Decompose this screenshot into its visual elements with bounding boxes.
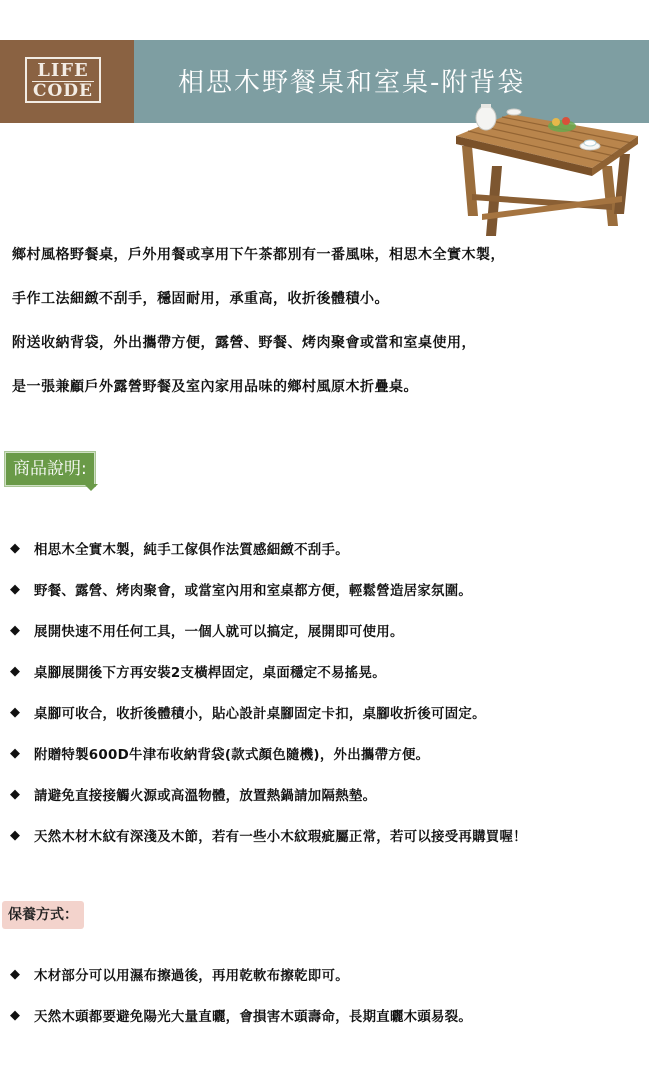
diamond-bullet-icon: ◆: [10, 623, 20, 638]
list-item: ◆ 桌腳可收合，收折後體積小，貼心設計桌腳固定卡扣，桌腳收折後可固定。: [10, 705, 486, 722]
diamond-bullet-icon: ◆: [10, 787, 20, 802]
list-item: ◆ 展開快速不用任何工具，一個人就可以搞定，展開即可使用。: [10, 623, 404, 640]
list-item: ◆ 相思木全實木製，純手工傢俱作法質感細緻不刮手。: [10, 541, 349, 558]
logo-frame: [25, 57, 101, 103]
diamond-bullet-icon: ◆: [10, 664, 20, 679]
product-feature-list: [10, 528, 646, 856]
diamond-bullet-icon: ◆: [10, 705, 20, 720]
intro-line: 附送收納背袋，外出攜帶方便，露營、野餐、烤肉聚會或當和室桌使用，: [12, 335, 476, 351]
list-item: ◆ 請避免直接接觸火源或高溫物體，放置熱鍋請加隔熱墊。: [10, 787, 377, 804]
logo-text-code: CODE: [32, 81, 94, 101]
logo-text-life: LIFE: [37, 60, 89, 81]
diamond-bullet-icon: ◆: [10, 582, 20, 597]
diamond-bullet-icon: ◆: [10, 1008, 20, 1023]
intro-line: 手作工法細緻不刮手，穩固耐用，承重高，收折後體積小。: [12, 291, 389, 307]
diamond-bullet-icon: ◆: [10, 746, 20, 761]
product-description-heading: 商品說明:: [5, 452, 95, 486]
intro-line: 是一張兼顧戶外露營野餐及室內家用品味的鄉村風原木折疊桌。: [12, 379, 418, 395]
brand-logo: [0, 40, 134, 123]
diamond-bullet-icon: ◆: [10, 967, 20, 982]
care-instructions-heading: 保養方式：: [2, 901, 84, 929]
intro-paragraph: [12, 244, 642, 420]
diamond-bullet-icon: ◆: [10, 828, 20, 843]
page-title: 相思木野餐桌和室桌-附背袋: [178, 68, 526, 98]
list-item: ◆ 天然木頭都要避免陽光大量直曬，會損害木頭壽命，長期直曬木頭易裂。: [10, 1008, 473, 1025]
intro-line: 鄉村風格野餐桌，戶外用餐或享用下午茶都別有一番風味，相思木全實木製，: [12, 247, 505, 263]
list-item: ◆ 木材部分可以用濕布擦過後，再用乾軟布擦乾即可。: [10, 967, 349, 984]
picnic-table-image: [452, 96, 642, 244]
list-item: ◆ 野餐、露營、烤肉聚會，或當室內用和室桌都方便，輕鬆營造居家氛圍。: [10, 582, 473, 599]
list-item: ◆ 附贈特製600D牛津布收納背袋(款式顏色隨機)，外出攜帶方便。: [10, 746, 430, 763]
diamond-bullet-icon: ◆: [10, 541, 20, 556]
list-item: ◆ 桌腳展開後下方再安裝2支橫桿固定，桌面穩定不易搖晃。: [10, 664, 386, 681]
care-instructions-list: [10, 954, 646, 1036]
list-item: ◆ 天然木材木紋有深淺及木節，若有一些小木紋瑕疵屬正常，若可以接受再購買喔！: [10, 828, 527, 845]
heading-pointer-icon: [84, 484, 98, 491]
